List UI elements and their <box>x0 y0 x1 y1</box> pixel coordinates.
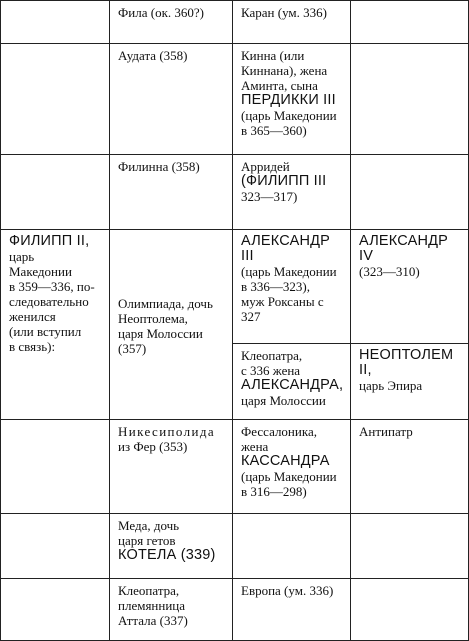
grandchild-ruler-name: АЛЕКСАНДР IV <box>359 233 449 264</box>
table-cell-empty <box>1 155 110 230</box>
child-text-post: (царь Македонии в 365—360) <box>241 108 337 138</box>
child-ruler-name: КАССАНДРА <box>241 453 330 469</box>
wife-cell-5 <box>110 420 233 514</box>
grandchild-cell-6 <box>351 514 469 579</box>
child-cell-6 <box>233 514 351 579</box>
table-cell-empty <box>1 514 110 579</box>
table-row <box>1 230 469 344</box>
child-text-post: царя Молоссии <box>241 393 326 408</box>
table-row <box>1 579 469 641</box>
grandchild-ruler-name: НЕОПТОЛЕМ II, <box>359 347 454 378</box>
child-text: Каран (ум. 336) <box>241 5 327 20</box>
table-row <box>1 1 469 44</box>
table-cell-empty <box>1 579 110 641</box>
child-text: Клеопатра, с 336 жена <box>241 348 303 378</box>
wife-name: Аудата (358) <box>118 48 188 63</box>
grandchild-cell-5 <box>351 420 469 514</box>
wife-ruler-name: КОТЕЛА (339) <box>118 547 216 563</box>
child-cell-3 <box>233 230 351 344</box>
child-text-post: (царь Македонии в 316—298) <box>241 469 337 499</box>
grandchild-cell-2 <box>351 155 469 230</box>
wife-cell-3 <box>110 230 233 420</box>
wife-cell-6 <box>110 514 233 579</box>
child-text: Фессалоника, жена <box>241 424 317 454</box>
child-cell-1 <box>233 44 351 155</box>
child-cell-0 <box>233 1 351 44</box>
table-row <box>1 155 469 230</box>
child-text: Арридей <box>241 159 290 174</box>
grandchild-cell-0 <box>351 1 469 44</box>
wife-name: Меда, дочь царя гетов <box>118 518 180 548</box>
child-text: Европа (ум. 336) <box>241 583 334 598</box>
grandchild-cell-7 <box>351 579 469 641</box>
child-cell-5 <box>233 420 351 514</box>
table-row <box>1 44 469 155</box>
grandchild-text: Антипатр <box>359 424 413 439</box>
table-row <box>1 420 469 514</box>
wife-name: Олимпиада, дочь Неоптолема, царя Молоссии (357) <box>118 295 213 356</box>
wife-name: Фила (ок. 360?) <box>118 5 204 20</box>
wife-cell-1 <box>110 44 233 155</box>
wife-cell-2 <box>110 155 233 230</box>
child-cell-2 <box>233 155 351 230</box>
table-cell-empty <box>1 420 110 514</box>
wife-name: Клеопатра, племянница Аттала (337) <box>118 583 188 628</box>
child-text: Кинна (или Киннана), жена Аминта, сына <box>241 48 328 93</box>
wife-name: Филинна (358) <box>118 159 200 174</box>
wife-name-post: из Фер (353) <box>118 439 188 454</box>
wife-cell-7 <box>110 579 233 641</box>
child-ruler-name: (ФИЛИПП III <box>241 173 327 189</box>
table-cell-empty <box>1 1 110 44</box>
grandchild-text-post: (323—310) <box>359 264 420 279</box>
grandchild-text-post: царь Эпира <box>359 378 423 393</box>
child-ruler-name: АЛЕКСАНДР III <box>241 233 331 264</box>
grandchild-cell-1 <box>351 44 469 155</box>
child-text-post: (царь Македонии в 336—323), муж Роксаны с 327 <box>241 264 337 324</box>
child-ruler-name: АЛЕКСАНДРА, <box>241 377 344 393</box>
wife-cell-0 <box>110 1 233 44</box>
king-cell <box>1 230 110 420</box>
child-text-post: 323—317) <box>241 189 298 204</box>
child-cell-7 <box>233 579 351 641</box>
grandchild-cell-3 <box>351 230 469 344</box>
child-cell-4 <box>233 344 351 420</box>
child-ruler-name: ПЕРДИККИ III <box>241 92 336 108</box>
king-description: царь Македонии в 359—336, по- следовательно женился (или вступил в связь): <box>9 249 95 354</box>
wife-name: Никесиполида <box>118 424 216 439</box>
table-cell-empty <box>1 44 110 155</box>
king-name: ФИЛИПП II, <box>9 233 90 249</box>
grandchild-cell-4 <box>351 344 469 420</box>
table-row <box>1 514 469 579</box>
